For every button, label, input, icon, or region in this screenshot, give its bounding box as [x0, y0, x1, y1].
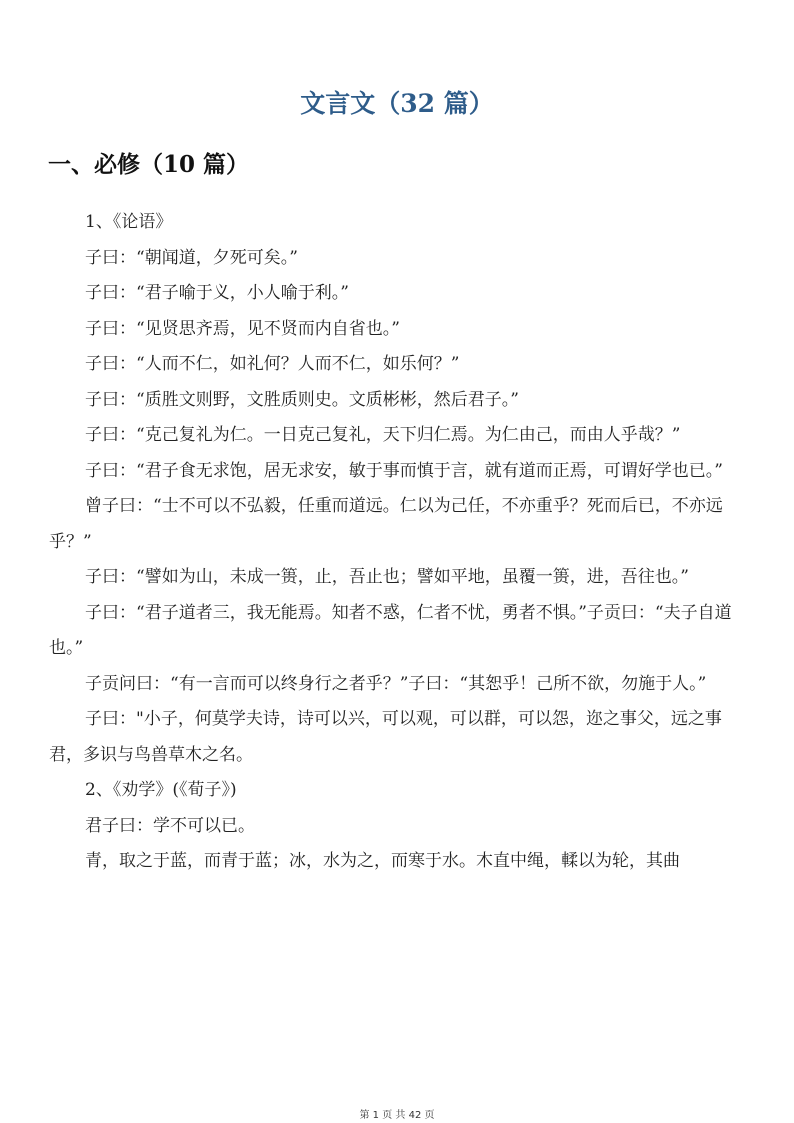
paragraph: 子曰：“君子道者三，我无能焉。知者不惑，仁者不忧，勇者不惧。”子贡曰：“夫子自道也。”	[49, 602, 732, 658]
paragraph: 君子曰：学不可以已。	[85, 815, 255, 836]
page-footer: 第 1 页 共 42 页	[359, 1110, 435, 1121]
paragraph: 子曰：“君子喻于义，小人喻于利。”	[85, 283, 349, 303]
paragraph: 子曰：“见贤思齐焉，见不贤而内自省也。”	[85, 318, 400, 339]
paragraph: 子曰：“人而不仁，如礼何？人而不仁，如乐何？”	[85, 354, 460, 374]
document-body	[49, 205, 749, 880]
section-heading: 一、必修（10 篇）	[48, 151, 250, 178]
paragraph: 子曰："小子，何莫学夫诗，诗可以兴，可以观，可以群，可以怨，迩之事父，远之事君，多识与鸟兽草木之名。	[49, 709, 722, 765]
paragraph: 子曰：“君子食无求饱，居无求安，敏于事而慎于言，就有道而正焉，可谓好学也已。”	[85, 460, 723, 481]
subheading-lunyu: 1、《论语》	[85, 212, 173, 232]
subheading-quanxue: 2、《劝学》(《荀子》)	[85, 780, 237, 800]
paragraph: 曾子曰：“士不可以不弘毅，任重而道远。仁以为己任，不亦重乎？死而后已，不亦远乎？”	[49, 496, 723, 552]
paragraph: 子曰：“质胜文则野，文胜质则史。文质彬彬，然后君子。”	[85, 389, 519, 410]
paragraph: 子贡问曰：“有一言而可以终身行之者乎？”子曰：“其恕乎！己所不欲，勿施于人。”	[85, 673, 707, 694]
paragraph: 子曰：“克己复礼为仁。一日克己复礼，天下归仁焉。为仁由己，而由人乎哉？”	[85, 425, 681, 445]
document-title: 文言文（32 篇）	[300, 89, 494, 118]
paragraph: 青，取之于蓝，而青于蓝；冰，水为之，而寒于水。木直中绳，輮以为轮，其曲	[85, 851, 680, 871]
paragraph: 子曰：“譬如为山，未成一篑，止，吾止也；譬如平地，虽覆一篑，进，吾往也。”	[85, 567, 689, 587]
paragraph: 子曰：“朝闻道，夕死可矣。”	[85, 247, 298, 268]
